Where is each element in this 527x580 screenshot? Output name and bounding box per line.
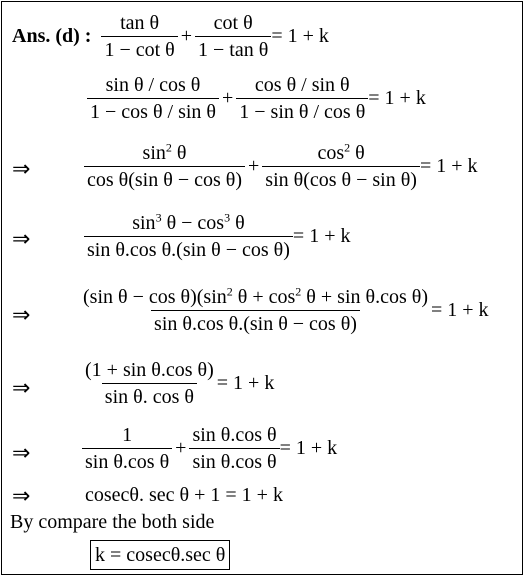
plus-operator: + <box>248 155 260 177</box>
fraction: $\frac{1}{\text{sin θ.cos θ}}$ <box>82 424 172 473</box>
fraction: $\frac{\text{sin θ / cos θ}}{\text{1 − cos θ / sin θ}}$ <box>87 74 219 123</box>
equation-rhs: = 1 + k <box>419 155 478 177</box>
step-1 <box>12 12 329 61</box>
equation-rhs: = 1 + k <box>216 372 275 394</box>
implies-arrow: ⇒ <box>12 483 31 508</box>
implies-arrow: ⇒ <box>12 156 31 181</box>
equation-rhs: = 1 + k <box>292 225 351 247</box>
solution-frame <box>1 1 523 575</box>
equation-rhs: = 1 + k <box>368 87 426 109</box>
implies-arrow: ⇒ <box>12 226 31 251</box>
fraction: $\frac{\text{cos θ / sin θ}}{\text{1 − sin θ / cos θ}}$ <box>236 74 368 123</box>
answer-label: Ans. (d) : <box>12 25 92 47</box>
final-answer-box: k = cosecθ.sec θ <box>90 540 230 570</box>
implies-arrow: ⇒ <box>12 440 31 465</box>
plus-operator: + <box>180 25 193 47</box>
step-3 <box>84 142 478 191</box>
step-5 <box>80 286 489 335</box>
step-7 <box>82 424 337 473</box>
equation-rhs: = 1 + k <box>430 299 489 321</box>
step-6 <box>82 359 274 408</box>
fraction: $\frac{\cos^2 \theta}{\text{sin θ(cos θ − sin θ)}}$ <box>262 142 420 191</box>
step-8: cosecθ. sec θ + 1 = 1 + k <box>85 484 283 506</box>
step-2 <box>87 74 426 123</box>
step-4 <box>84 212 350 261</box>
equation-rhs: = 1 + k <box>279 437 338 459</box>
implies-arrow: ⇒ <box>12 302 31 327</box>
fraction: $\frac{(\sin \theta - \cos \theta)(\sin^2 \theta + \cos^2 \theta + \sin \theta.\cos \theta)}{\text{sin θ.cos θ.(sin θ − cos θ)}}$ <box>83 284 428 335</box>
plus-operator: + <box>175 437 187 459</box>
plus-operator: + <box>222 87 234 109</box>
fraction: $\frac{\text{cot θ}}{\text{1 − tan θ}}$ <box>195 12 271 61</box>
equation-rhs: = 1 + k <box>271 25 329 47</box>
conclusion-text: By compare the both side <box>10 511 215 533</box>
fraction: $\frac{\sin^3 \theta - \cos^3 \theta}{\text{sin θ.cos θ.(sin θ − cos θ)}}$ <box>84 212 293 261</box>
fraction: $\frac{\text{sin θ.cos θ}}{\text{sin θ.cos θ}}$ <box>189 424 279 473</box>
fraction: $\frac{\text{(1 + sin θ.cos θ)}}{\text{sin θ. cos θ}}$ <box>85 359 214 408</box>
fraction: $\frac{\text{tan θ}}{\text{1 − cot θ}}$ <box>101 12 177 61</box>
implies-arrow: ⇒ <box>12 375 31 400</box>
fraction: $\frac{\sin^2 \theta}{\text{cos θ(sin θ − cos θ)}}$ <box>84 142 245 191</box>
